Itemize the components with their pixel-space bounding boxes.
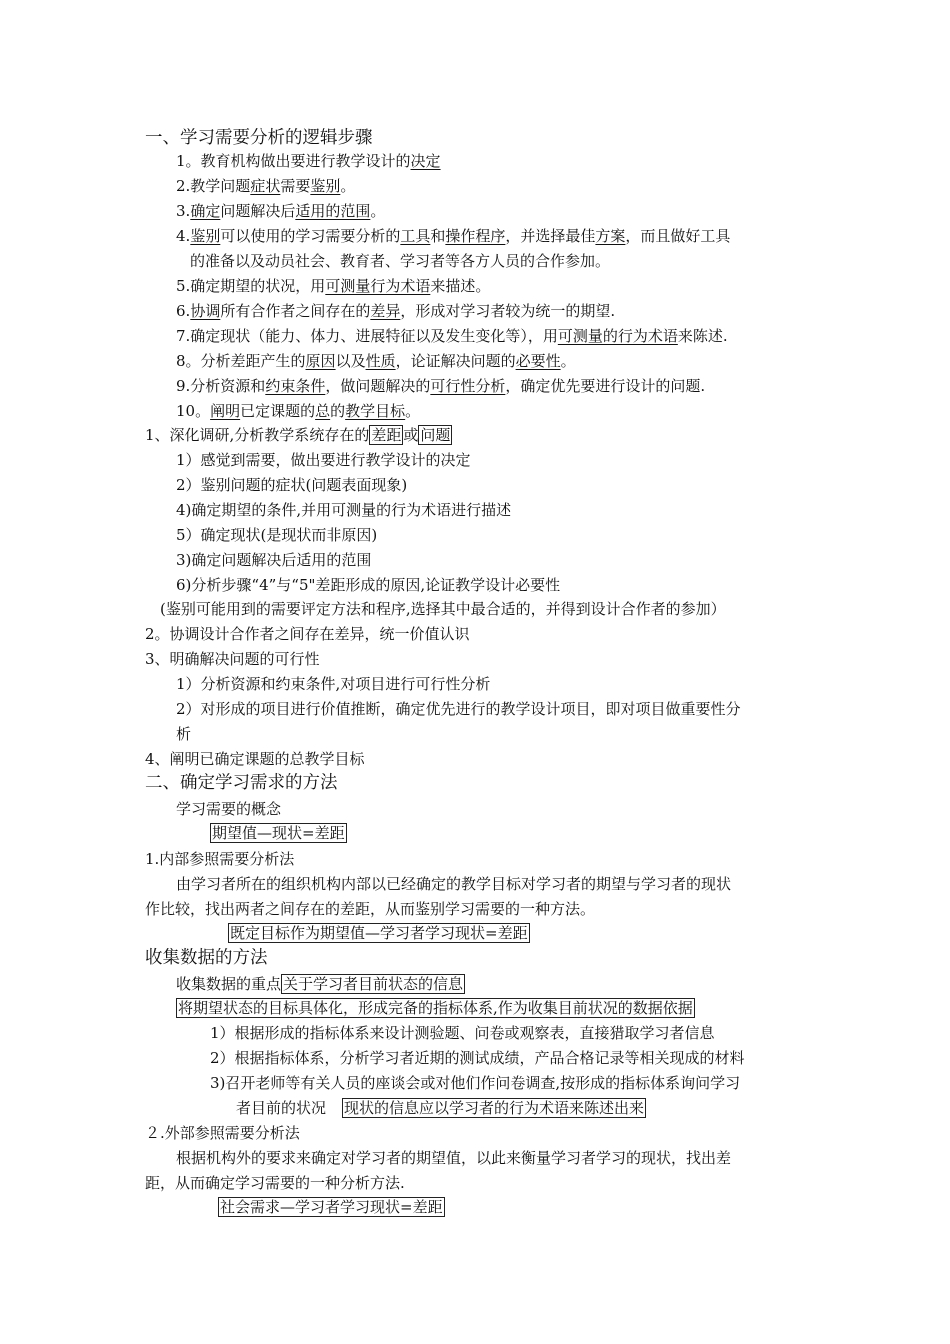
step-text: 协调 bbox=[190, 302, 221, 320]
step-text: 可以使用的学习需要分析的 bbox=[220, 227, 401, 245]
step-text: 10。 bbox=[176, 402, 211, 420]
external-method-title: ２.外部参照需要分析法 bbox=[145, 1124, 300, 1142]
point-3-item: 2）对形成的项目进行价值推断，确定优先进行的教学设计项目，即对项目做重要性分 bbox=[176, 700, 741, 718]
step-text: 工具 bbox=[400, 227, 431, 245]
internal-method-title: 1.内部参照需要分析法 bbox=[145, 850, 295, 868]
step-text: 可测量行为术语 bbox=[325, 277, 431, 295]
step-text: ，确定优先要进行设计的问题. bbox=[505, 377, 706, 395]
step-text: 5.确定期望的状况，用 bbox=[176, 277, 326, 295]
step-line bbox=[176, 376, 705, 396]
step-text: 3. bbox=[176, 202, 191, 220]
step-text: 问题解决后 bbox=[220, 202, 296, 220]
point-2-heading: 2。协调设计合作者之间存在差异，统一价值认识 bbox=[145, 625, 470, 643]
step-text: ，论证解决问题的 bbox=[395, 352, 516, 370]
collect-item: 2）根据指标体系，分析学习者近期的测试成绩，产品合格记录等相关现成的材料 bbox=[210, 1049, 745, 1067]
step-text: 性质 bbox=[365, 352, 396, 370]
external-method-desc: 距，从而确定学习需要的一种分析方法. bbox=[145, 1174, 405, 1192]
collect-basis-box: 将期望状态的目标具体化，形成完备的指标体系,作为收集目前状况的数据依据 bbox=[178, 999, 693, 1017]
point-1-heading bbox=[145, 425, 452, 445]
point-1-item: 6)分析步骤“4”与“5"差距形成的原因,论证教学设计必要性 bbox=[176, 576, 561, 594]
step-text: 约束条件 bbox=[265, 377, 326, 395]
step-text: ，而且做好工具 bbox=[625, 227, 731, 245]
step-text: 。 bbox=[340, 177, 356, 195]
point-1-item: 3)确定问题解决后适用的范围 bbox=[176, 551, 372, 569]
step-text: 7.确定现状（能力、体力、进展特征以及发生变化等），用 bbox=[176, 327, 558, 345]
point-3-item: 析 bbox=[176, 725, 192, 743]
step-line bbox=[176, 276, 490, 296]
step-text: 可测量的行为术语 bbox=[557, 327, 678, 345]
point-1-text: 或 bbox=[403, 426, 419, 444]
section-2-title: 二、确定学习需求的方法 bbox=[145, 773, 338, 793]
step-text: 。 bbox=[560, 352, 576, 370]
step-text: 症状 bbox=[250, 177, 281, 195]
point-1-item: 2）鉴别问题的症状(问题表面现象) bbox=[176, 476, 408, 494]
point-3-item: 1）分析资源和约束条件,对项目进行可行性分析 bbox=[176, 675, 491, 693]
step-line bbox=[176, 351, 576, 371]
step-line bbox=[176, 401, 420, 421]
collect-title: 收集数据的方法 bbox=[145, 948, 268, 968]
step-text: 原因 bbox=[305, 352, 336, 370]
step-line bbox=[176, 326, 728, 346]
step-text: 所有合作者之间存在的 bbox=[220, 302, 371, 320]
step-text: 以及 bbox=[335, 352, 366, 370]
point-1-item: 5）确定现状(是现状而非原因) bbox=[176, 526, 378, 544]
step-text: 教学目标 bbox=[345, 402, 406, 420]
step-text: 确定 bbox=[190, 202, 221, 220]
step-text: 6. bbox=[176, 302, 191, 320]
point-3-heading: 3、明确解决问题的可行性 bbox=[145, 650, 320, 668]
step-text: 9.分析资源和 bbox=[176, 377, 266, 395]
step-line bbox=[176, 226, 730, 246]
point-1-note: (鉴别可能用到的需要评定方法和程序,选择其中最合适的，并得到设计合作者的参加） bbox=[160, 600, 726, 618]
step-text: 方案 bbox=[595, 227, 626, 245]
collect-item: 1）根据形成的指标体系来设计测验题、问卷或观察表，直接猎取学习者信息 bbox=[210, 1024, 715, 1042]
step-text: 鉴别 bbox=[190, 227, 221, 245]
step-text: 。 bbox=[405, 402, 421, 420]
step-text: 。 bbox=[370, 202, 386, 220]
formula-box: 既定目标作为期望值—学习者学习现状=差距 bbox=[230, 924, 528, 942]
internal-method-desc: 作比较，找出两者之间存在的差距，从而鉴别学习需要的一种方法。 bbox=[145, 900, 596, 918]
step-line bbox=[176, 301, 615, 321]
step-text: 4. bbox=[176, 227, 191, 245]
point-4-heading: 4、阐明已确定课题的总教学目标 bbox=[145, 750, 365, 768]
step-text: 2.教学问题 bbox=[176, 177, 251, 195]
collect-item-box: 现状的信息应以学习者的行为术语来陈述出来 bbox=[344, 1099, 645, 1117]
step-text: 的 bbox=[330, 402, 346, 420]
step-text: ，并选择最佳 bbox=[505, 227, 596, 245]
point-1-item: 4)确定期望的条件,并用可测量的行为术语进行描述 bbox=[176, 501, 512, 519]
step-text: 1。教育机构做出要进行教学设计的 bbox=[176, 152, 411, 170]
step-text: 和 bbox=[430, 227, 446, 245]
step-line bbox=[176, 201, 385, 221]
internal-method-desc: 由学习者所在的组织机构内部以已经确定的教学目标对学习者的期望与学习者的现状 bbox=[176, 875, 732, 893]
step-line bbox=[176, 176, 355, 196]
collect-focus-box: 关于学习者目前状态的信息 bbox=[283, 975, 464, 993]
step-text: 来陈述. bbox=[677, 327, 728, 345]
step-text: 已定课题的 bbox=[240, 402, 316, 420]
step-text: 8。分析差距产生的 bbox=[176, 352, 306, 370]
step-text: 决定 bbox=[410, 152, 441, 170]
step-text: ，做问题解决的 bbox=[325, 377, 431, 395]
step-text: 阐明 bbox=[210, 402, 241, 420]
collect-item-continuation: 者目前的状况 bbox=[236, 1099, 327, 1117]
step-text: 适用的范围 bbox=[295, 202, 371, 220]
step-line bbox=[190, 251, 610, 271]
formula-box: 社会需求—学习者学习现状=差距 bbox=[220, 1198, 443, 1216]
point-1-item: 1）感觉到需要，做出要进行教学设计的决定 bbox=[176, 451, 471, 469]
step-text: 可行性分析 bbox=[430, 377, 506, 395]
external-method-desc: 根据机构外的要求来确定对学习者的期望值，以此来衡量学习者学习的现状，找出差 bbox=[176, 1149, 732, 1167]
step-text: 差异 bbox=[370, 302, 401, 320]
point-1-text: 问题 bbox=[420, 426, 451, 444]
step-text: 必要性 bbox=[515, 352, 561, 370]
step-text: 需要 bbox=[280, 177, 311, 195]
step-text: 鉴别 bbox=[310, 177, 341, 195]
step-text: 来描述。 bbox=[430, 277, 491, 295]
collect-focus-label: 收集数据的重点 bbox=[176, 975, 282, 993]
step-text: 总 bbox=[315, 402, 331, 420]
step-text: ，形成对学习者较为统一的期望. bbox=[400, 302, 616, 320]
collect-item: 3)召开老师等有关人员的座谈会或对他们作问卷调查,按形成的指标体系询问学习 bbox=[210, 1074, 741, 1092]
formula-box: 期望值—现状=差距 bbox=[212, 824, 345, 842]
step-text: 的准备以及动员社会、教育者、学习者等各方人员的合作参加。 bbox=[190, 252, 611, 270]
step-text: 操作程序 bbox=[445, 227, 506, 245]
step-line bbox=[176, 151, 441, 171]
point-1-text: 1、深化调研,分析教学系统存在的 bbox=[145, 426, 370, 444]
concept-label: 学习需要的概念 bbox=[176, 800, 282, 818]
point-1-text: 差距 bbox=[371, 426, 402, 444]
section-1-title: 一、学习需要分析的逻辑步骤 bbox=[145, 128, 373, 148]
